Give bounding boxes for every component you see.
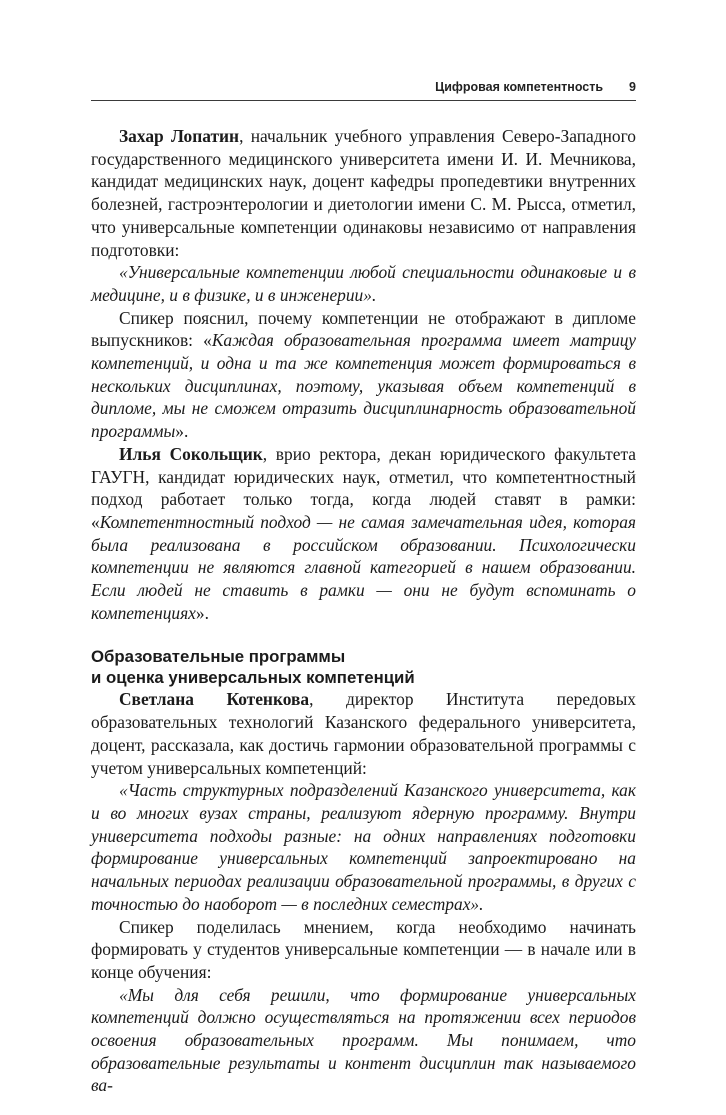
section-heading-line: Образовательные программы (91, 647, 346, 667)
inline-quote: Каждая образовательная программа имеет матрицу компетенций, и одна и та же компетенция может формироваться в нескольких дисциплинах, поэтому, указывая объем компетенций в дипломе, мы не сможем отразить дисциплинарность образовательной программы (91, 330, 636, 442)
speaker-name: Светлана Котенкова (119, 689, 310, 710)
paragraph-lopatin (91, 125, 636, 261)
paragraph-diploma (91, 307, 636, 443)
speaker-name: Захар Лопатин (119, 126, 240, 146)
paragraph-kotenkova (91, 688, 636, 779)
paragraph-when: Спикер поделилась мнением, когда необходимо начинать формировать у студентов универсальные компетенции — в начале или в конце обучения: (91, 916, 636, 982)
speaker-name: Илья Сокольщик (119, 443, 263, 464)
running-header (91, 80, 636, 94)
paragraph-text: ». (175, 421, 189, 442)
running-header-title: Цифровая компетентность (435, 80, 604, 94)
paragraph-text: Спикер пояснил, почему компетенции не отображают в дипломе выпускников: « (91, 307, 636, 351)
paragraph-text: ». (195, 602, 209, 623)
section-heading (91, 646, 636, 688)
page-body (91, 125, 636, 1097)
quote-paragraph: «Мы для себя решили, что формирование универсальных компетенций должно осуществляться на протяжении всех периодов освоения образовательных программ. Мы понимаем, что образовательные результаты и контент дисциплин так называемого ва- (91, 984, 636, 1096)
inline-quote: Компетентностный подход — не самая замечательная идея, которая была реализована в российском образовании. Психологически компетенции не являются главной категорией в нашем образовании. Если людей не ставить в рамки — они не будут вспоминать о компетенциях (91, 511, 636, 623)
quote-paragraph: «Универсальные компетенции любой специальности одинаковые и в медицине, и в физике, и в инженерии». (91, 262, 636, 305)
page-number: 9 (629, 80, 636, 94)
paragraph-text: , начальник учебного управления Северо-Западного государственного медицинского университета имени И. И. Мечникова, кандидат медицинских наук, доцент кафедры пропедевтики внутренних болезней, гастроэнтерологии и диетологии имени С. М. Рысса, отметил, что универсальные компетенции одинаковы независимо от направления подготовки: (91, 126, 636, 260)
section-heading-line: и оценка универсальных компетенций (91, 668, 415, 688)
quote-paragraph: «Часть структурных подразделений Казанского университета, как и во многих вузах страны, реализуют ядерную программу. Внутри университета подходы разные: на одних направлениях подготовки формирование универсальных компетенций запроектировано на начальных периодах реализации образовательной программы, в других с точностью до наоборот — в последних семестрах». (91, 780, 636, 914)
paragraph-text: , врио ректора, декан юридического факультета ГАУГН, кандидат юридических наук, отметил, что компетентностный подход работает только тогда, когда людей ставят в рамки: « (91, 443, 636, 532)
paragraph-text: , директор Института передовых образовательных технологий Казанского федерального университета, доцент, рассказала, как достичь гармонии образовательной программы с учетом универсальных компетенций: (91, 689, 636, 778)
header-rule (91, 100, 636, 101)
paragraph-sokolshchik (91, 443, 636, 625)
